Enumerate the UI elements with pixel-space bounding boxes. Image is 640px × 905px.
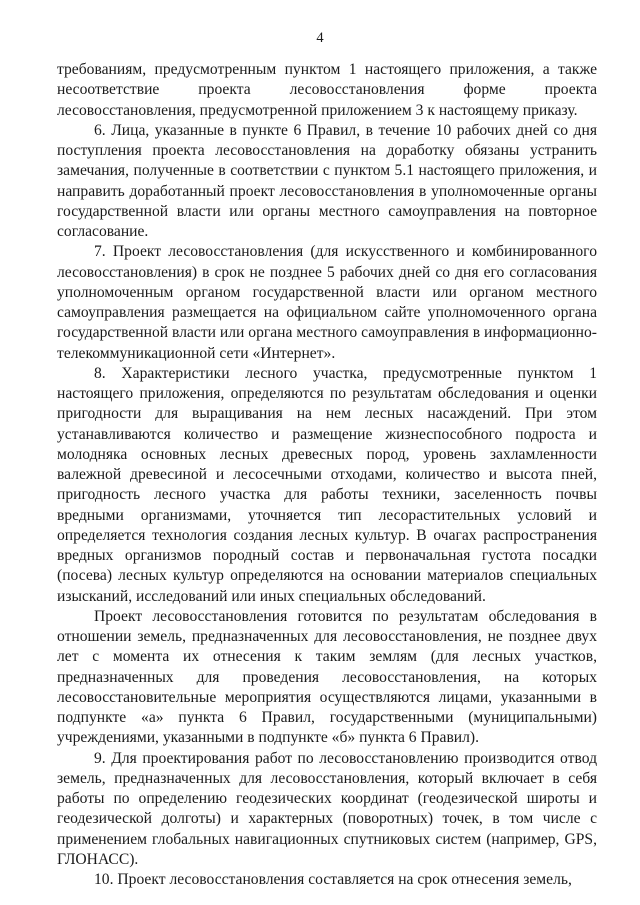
paragraph-10: 10. Проект лесовосстановления составляется на срок отнесения земель, xyxy=(94,871,572,888)
paragraph-6: 6. Лица, указанные в пункте 6 Правил, в течение 10 рабочих дней со дня поступления проекта лесовосстановления на доработку обязаны устранить замечания, полученные в соответствии с пунктом 5.1 настоящего приложения, и направить доработанный проект лесовосстановления в уполномоченные органы государственной власти или органы местного самоуправления на повторное согласование. xyxy=(57,121,597,240)
paragraph-8: 8. Характеристики лесного участка, предусмотренные пунктом 1 настоящего приложения, определяются по результатам обследования и оценки пригодности для выращивания на нем лесных насаждений. При этом устанавливаются количество и размещение жизнеспособного подроста и молодняка основных лесных древесных пород, уровень захламленности валежной древесиной и лесосечными отходами, количество и высота пней, пригодность лесного участка для работы техники, заселенность почвы вредными организмами, уточняется тип лесорастительных условий и определяется технология создания лесных культур. В очагах распространения вредных организмов породный состав и первоначальная густота посадки (посева) лесных культур определяются на основании материалов специальных изысканий, исследований или иных специальных обследований. xyxy=(57,364,597,605)
paragraph-7: 7. Проект лесовосстановления (для искусственного и комбинированного лесовосстановления) в срок не позднее 5 рабочих дней со дня его согласования уполномоченным органом государственной власти или органом местного самоуправления размещается на официальном сайте уполномоченного органа государственной власти или органа местного самоуправления в информационно-телекоммуникационной сети «Интернет». xyxy=(57,243,597,362)
paragraph-continuation: требованиям, предусмотренным пунктом 1 настоящего приложения, а также несоответствие проекта лесовосстановления форме проекта лесовосстановления, предусмотренной приложением 3 к настоящему приказу. xyxy=(57,61,597,119)
document-body xyxy=(57,60,597,890)
paragraph-9: 9. Для проектирования работ по лесовосстановлению производится отвод земель, предназначенных для лесовосстановления, который включает в себя работы по определению геодезических координат (геодезической широты и геодезической долготы) и характерных (поворотных) точек, в том числе с применением глобальных навигационных спутниковых систем (например, GPS, ГЛОНАСС). xyxy=(57,749,597,868)
paragraph-8-continued: Проект лесовосстановления готовится по результатам обследования в отношении земель, предназначенных для лесовосстановления, не позднее двух лет с момента их отнесения к таким землям (для лесных участков, предназначенных для проведения лесовосстановления, на которых лесовосстановительные мероприятия осуществляются лицами, указанными в подпункте «а» пункта 6 Правил, государственными (муниципальными) учреждениями, указанными в подпункте «б» пункта 6 Правил). xyxy=(57,607,597,747)
page-number: 4 xyxy=(316,30,324,46)
